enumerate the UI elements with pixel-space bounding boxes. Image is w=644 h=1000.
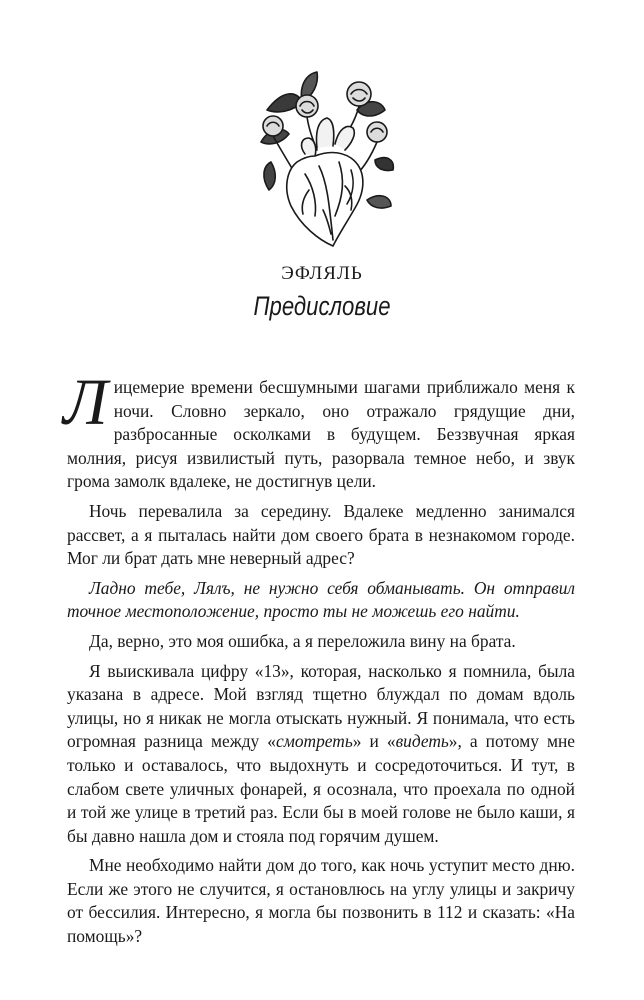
paragraph-3: Ладно тебе, Лялъ, не нужно себя обманывать. Он отправил точное местоположение, просто ты не можешь его найти. (67, 577, 575, 622)
emphasis-videt: видеть (395, 731, 449, 752)
anatomical-heart-with-flowers-icon (247, 70, 397, 248)
paragraph-5-part-b: » и « (352, 731, 396, 752)
emphasis-smotret: смотреть (276, 731, 353, 752)
paragraph-5-part-c: », а потому мне только и оставалось, что выдохнуть и сосредоточиться. И тут, в слабом свете уличных фонарей, я осознала, что проехала по одной и той же улице в третий раз. Если бы в моей голове не было каши, я бы давно нашла дом и стояла под горячим душем. (67, 731, 575, 846)
paragraph-1-text: ицемерие времени бесшумными шагами приближало меня к ночи. Словно зеркало, оно отражало грядущие дни, разбросанные осколками в будущем. Беззвучная яркая молния, рисуя извилистый путь, разорвала темное небо, и звук грома замолк вдалеке, не достигнув цели. (67, 377, 575, 492)
chapter-name: ЭФЛЯЛЬ (281, 263, 363, 284)
chapter-text (63, 366, 575, 949)
drop-cap: Л (63, 366, 108, 439)
paragraph-6: Мне необходимо найти дом до того, как ночь уступит место дню. Если же этого не случится, я остановлюсь на углу улицы и закричу от бессилия. Интересно, я могла бы позвонить в 112 и сказать: «На помощь»? (67, 855, 575, 947)
paragraph-5-part-a: Я выискивала цифру «13», которая, насколько я помнила, была указана в адресе. Мой взгляд тщетно блуждал по домам вдоль улицы, но я никак не могла отыскать нужный. Я понимала, что есть огромная разница между « (67, 660, 575, 752)
paragraph-5 (67, 660, 575, 849)
paragraph-2: Ночь перевалила за середину. Вдалеке медленно занимался рассвет, а я пыталась найти дом своего брата в незнакомом городе. Мог ли брат дать мне неверный адрес? (67, 500, 575, 569)
paragraph-4: Да, верно, это моя ошибка, а я переложила вину на брата. (89, 630, 516, 651)
paragraph-1 (63, 366, 575, 494)
chapter-title: Предисловие (253, 291, 391, 321)
